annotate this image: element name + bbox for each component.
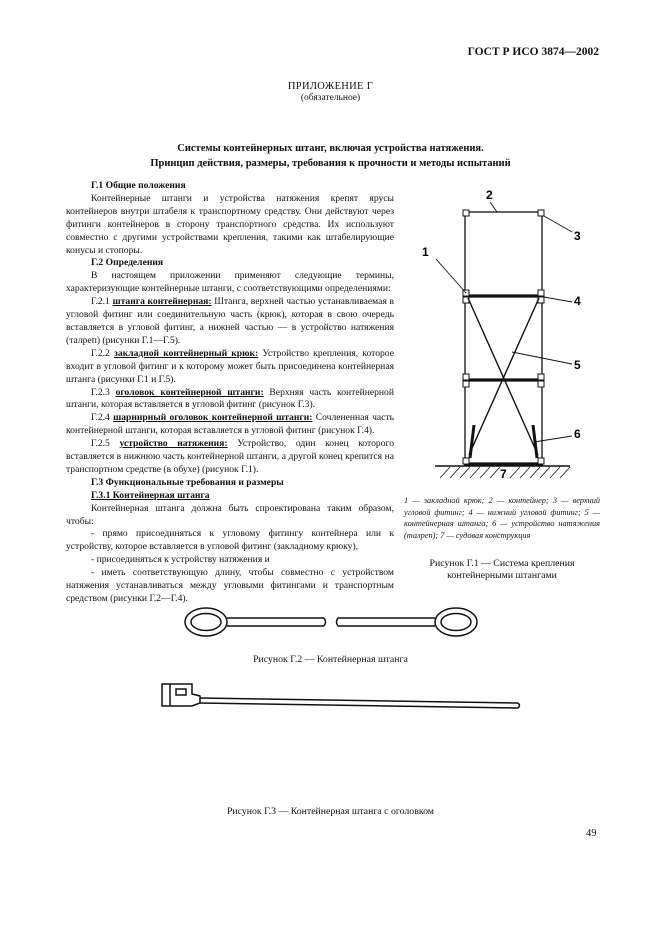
figure-label: 4 (574, 294, 581, 308)
figure-g2-caption: Рисунок Г.2 — Контейнерная штанга (253, 654, 408, 665)
figure-g1-caption (404, 558, 600, 582)
section-g2-heading: Г.2 Определения (91, 257, 164, 269)
definition-text: Верхняя часть контейнерной штанги, которая вставляется в угловой фитинг (рисунок Г.3). (66, 386, 394, 411)
definition-term: закладной контейнерный крюк: (114, 347, 259, 359)
definition-term: оголовок контейнерной штанги: (115, 386, 264, 398)
definition-text: Устройство, один конец которого вставляется в нижнюю часть контейнерной штанги, а другой конец крепится на транспортном средстве (в обухе) (рисунок Г.1). (66, 438, 395, 475)
definition-term: штанга контейнерная: (112, 296, 212, 308)
definition-g25 (66, 438, 394, 477)
definition-number: Г.2.5 (91, 438, 110, 450)
document-title (0, 141, 661, 171)
lower-container-outline (465, 380, 542, 464)
section-g3-heading: Г.3 Функциональные требования и размеры (91, 476, 284, 488)
standard-header: ГОСТ Р ИСО 3874—2002 (467, 46, 599, 58)
definition-number: Г.2.2 (91, 347, 110, 359)
rod-break-mark (324, 618, 326, 626)
definition-g22 (66, 348, 394, 387)
rod-left-eye-inner (191, 614, 221, 631)
definition-text: Устройство крепления, которое входит в угловой фитинг и к которому может быть присоединена контейнерная штанга (рисунки Г.1 и Г.5). (66, 347, 394, 385)
figure-g1-caption-line-2: контейнерными штангами (447, 570, 557, 581)
requirement-item: - прямо присоединяться к угловому фитингу контейнера или к устройству, которое вставляется в угловой фитинг (закладному крюку), (66, 528, 394, 553)
definition-term: шарнирный оголовок контейнерной штанги: (113, 412, 313, 424)
turnbuckle (470, 425, 474, 458)
figure-g3-caption: Рисунок Г.3 — Контейнерная штанга с оголовком (226, 806, 435, 817)
callout-leaders (436, 202, 572, 442)
definition-number: Г.2.3 (91, 386, 110, 398)
definition-text: Штанга, верхней частью устанавливаемая в угловой фитинг или соединительную часть (крюк), которая в свою очередь вставляется в угловой фитинг, а нижней частью — в устройство натяжения (талреп) (рисунки Г.1—Г.5). (66, 296, 394, 346)
figure-g1-lashing-diagram (400, 180, 610, 490)
document-title-line-1: Системы контейнерных штанг, включая устройства натяжения. (177, 143, 484, 154)
upper-container-outline (465, 212, 542, 296)
requirement-item: - присоединяться к устройству натяжения и (91, 554, 270, 566)
figure-label: 6 (574, 427, 581, 441)
section-g2-intro: В настоящем приложении применяют следующие термины, характеризующие контейнерные штанги, с соответствующими определениями: (66, 270, 394, 295)
figure-g2-rod-drawing (178, 598, 484, 646)
annex-title: ПРИЛОЖЕНИЕ Г (287, 81, 374, 92)
definition-number: Г.2.1 (91, 296, 110, 308)
rod-shaft (200, 698, 518, 703)
requirement-item: - иметь соответствующую длину, чтобы совместно с устройством натяжения устанавливаться между угловыми фитингами и транспортным средством (рисунки Г.2—Г.4). (66, 567, 394, 604)
figure-g1-legend: 1 — закладной крюк; 2 — контейнер; 3 — верхний угловой фитинг; 4 — нижний угловой фитинг; 5 — контейнерная штанга; 6 — устройство натяжения (талреп); 7 — судовая конструкция (404, 496, 600, 540)
lashing-rod (469, 298, 539, 455)
definition-g23 (66, 387, 394, 413)
text-column (66, 180, 394, 606)
document-title-line-2: Принцип действия, размеры, требования к прочности и методы испытаний (150, 158, 511, 169)
definition-text: Сочлененная часть контейнерной штанги, которая вставляется в угловой фитинг (рисунок Г.4). (66, 412, 394, 437)
annex-subtitle: (обязательное) (300, 93, 361, 103)
section-g1-heading: Г.1 Общие положения (91, 180, 186, 191)
definition-number: Г.2.4 (91, 412, 110, 424)
figure-label: 5 (574, 358, 581, 372)
rod-head-slot (176, 689, 186, 695)
definition-g21 (66, 296, 394, 348)
definition-term: устройство натяжения: (119, 438, 228, 450)
rod-end (518, 703, 520, 708)
rod-shaft (200, 703, 518, 708)
figure-g3-rod-with-head-drawing (156, 676, 528, 720)
rod-right-eye-inner (441, 614, 471, 631)
figure-label: 1 (422, 245, 429, 259)
rod-break-mark (337, 618, 339, 626)
section-g31-heading: Г.3.1 Контейнерная штанга (91, 489, 210, 501)
lashing-rod (468, 298, 538, 455)
figure-label: 2 (486, 188, 493, 202)
definition-g24 (66, 412, 394, 438)
figure-g1-caption-line-1: Рисунок Г.1 — Система крепления (429, 558, 575, 569)
middle-container-outline (465, 296, 542, 380)
page-number: 49 (586, 828, 597, 839)
figure-label: 7 (500, 467, 507, 481)
section-g1-text: Контейнерные штанги и устройства натяжения крепят ярусы контейнеров внутри штабеля к транспортному средству. Они действуют через фитинги контейнеров в сторону транспортного средства. Их используют совместно с другими устройствами крепления, такими как штабелирующие конусы и стопоры. (66, 192, 394, 256)
figure-label: 3 (574, 229, 581, 243)
section-g31-intro: Контейнерная штанга должна быть спроектирована таким образом, чтобы: (66, 502, 394, 527)
